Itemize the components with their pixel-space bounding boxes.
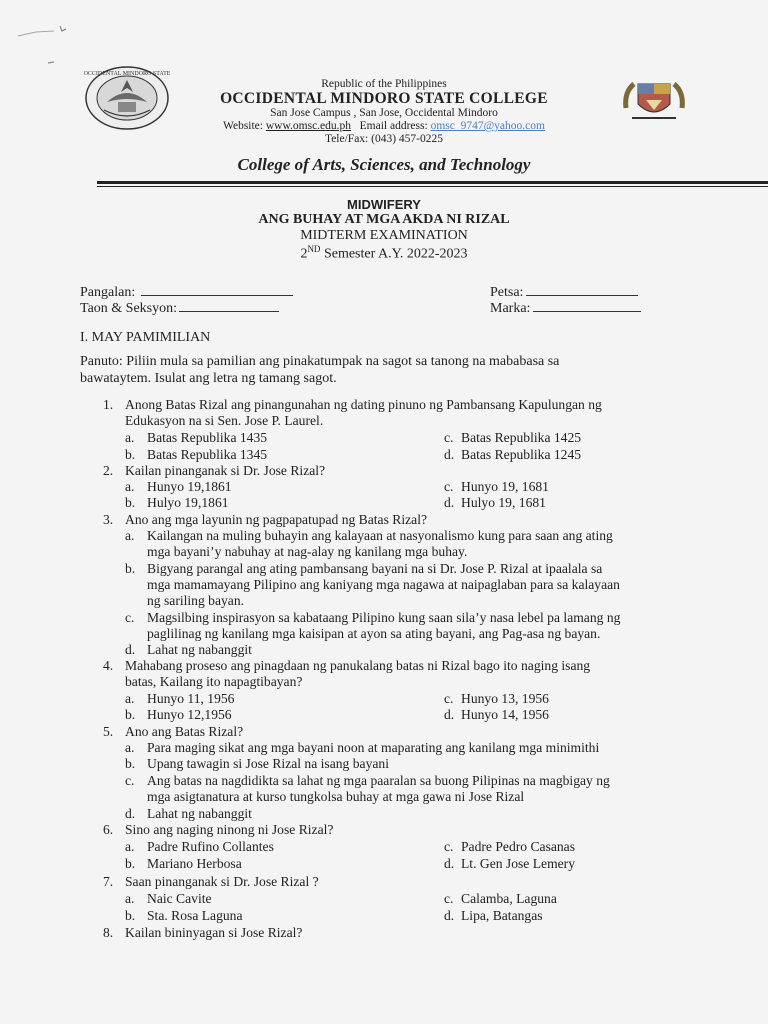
question-text: Anong Batas Rizal ang pinangunahan ng dating pinuno ng Pambansang Kapulungan ng <box>125 397 602 412</box>
choice-letter: d. <box>125 806 136 821</box>
question-number: 3. <box>103 512 114 527</box>
question-text: Ano ang Batas Rizal? <box>125 724 244 739</box>
question-number: 5. <box>103 724 114 739</box>
question-text: Edukasyon na si Sen. Jose P. Laurel. <box>125 413 324 428</box>
choice-text: mga asigtanatura at kurso tungkolsa buhay at mga gawa ni Jose Rizal <box>147 789 525 804</box>
semester-sup: ND <box>307 244 321 254</box>
header-rule-thin <box>97 186 768 187</box>
choice-text: Mariano Herbosa <box>147 856 242 871</box>
choice-text: Upang tawagin si Jose Rizal na isang bayani <box>147 756 389 771</box>
question-number: 4. <box>103 658 114 673</box>
choice-letter: c. <box>444 430 454 445</box>
choice-letter: c. <box>125 610 135 625</box>
year-section-field[interactable] <box>80 299 279 317</box>
choice-text: ng sariling bayan. <box>147 593 245 608</box>
choice-letter: b. <box>125 707 136 722</box>
question-number: 7. <box>103 874 114 889</box>
website-label: Website: <box>223 120 263 132</box>
choice-letter: a. <box>125 891 135 906</box>
question-text: Sino ang naging ninong ni Jose Rizal? <box>125 822 334 837</box>
program-title: MIDWIFERY <box>347 197 421 212</box>
choice-letter: b. <box>125 856 136 871</box>
choice-letter: a. <box>125 479 135 494</box>
choice-letter: a. <box>125 691 135 706</box>
school-name: OCCIDENTAL MINDORO STATE COLLEGE <box>220 90 548 107</box>
question-number: 6. <box>103 822 114 837</box>
choice-letter: d. <box>444 707 455 722</box>
choice-text: Batas Republika 1245 <box>461 447 582 462</box>
score-field[interactable] <box>490 299 641 317</box>
date-label: Petsa: <box>490 285 524 300</box>
choice-text: Hulyo 19, 1681 <box>461 495 546 510</box>
choice-letter: a. <box>125 839 135 854</box>
question-text: Mahabang proseso ang pinagdaan ng panukalang batas ni Rizal bago ito naging isang <box>125 658 591 673</box>
email-label: Email address: <box>359 120 428 132</box>
date-blank[interactable] <box>526 283 638 296</box>
question-text: Saan pinanganak si Dr. Jose Rizal ? <box>125 874 319 889</box>
choice-letter: c. <box>444 891 454 906</box>
question-text: Ano ang mga layunin ng pagpapatupad ng Batas Rizal? <box>125 512 428 527</box>
choice-letter: c. <box>444 839 454 854</box>
header-rule-thick <box>97 181 768 184</box>
choice-text: Calamba, Laguna <box>461 891 557 906</box>
choice-letter: b. <box>125 908 136 923</box>
email-link[interactable]: omsc_9747@yahoo.com <box>430 120 545 132</box>
choice-text: paglilinag ng kanilang mga kaisipan at ayon sa ating bayani, ang Pag-asa ng bayan. <box>147 626 601 641</box>
choice-letter: d. <box>444 856 455 871</box>
choice-text: Lipa, Batangas <box>461 908 543 923</box>
name-blank[interactable] <box>141 283 293 296</box>
choice-letter: c. <box>444 691 454 706</box>
instruction-line-1: Panuto: Piliin mula sa pamilian ang pinakatumpak na sagot sa tanong na mababasa sa <box>80 354 560 369</box>
choice-text: Hunyo 12,1956 <box>147 707 232 722</box>
choice-text: Kailangan na muling buhayin ang kalayaan at nasyonalismo kung para saan ang ating <box>147 528 613 543</box>
choice-text: Padre Rufino Collantes <box>147 839 274 854</box>
semester-rest: Semester A.Y. 2022-2023 <box>320 246 468 262</box>
choice-text: Magsilbing inspirasyon sa kabataang Pilipino kung saan sila’y nasa lebel pa lamang ng <box>147 610 621 625</box>
choice-text: Hunyo 11, 1956 <box>147 691 235 706</box>
question-text: batas, Kailang ito napagtibayan? <box>125 674 303 689</box>
choice-text: Para maging sikat ang mga bayani noon at maparating ang kanilang mga minimithi <box>147 740 600 755</box>
choice-text: Hunyo 14, 1956 <box>461 707 549 722</box>
choice-letter: a. <box>125 740 135 755</box>
choice-letter: b. <box>125 756 136 771</box>
choice-letter: a. <box>125 528 135 543</box>
instruction-line-2: bawataytem. Isulat ang letra ng tamang sagot. <box>80 371 337 386</box>
college-name: College of Arts, Sciences, and Technology <box>237 155 531 174</box>
choice-letter: d. <box>444 447 455 462</box>
score-blank[interactable] <box>533 299 641 312</box>
choice-text: Sta. Rosa Laguna <box>147 908 243 923</box>
choice-text: Hunyo 13, 1956 <box>461 691 549 706</box>
course-title: ANG BUHAY AT MGA AKDA NI RIZAL <box>258 212 510 227</box>
choice-text: Naic Cavite <box>147 891 212 906</box>
question-text: Kailan pinanganak si Dr. Jose Rizal? <box>125 463 326 478</box>
website-link[interactable]: www.omsc.edu.ph <box>265 120 352 132</box>
choice-letter: a. <box>125 430 135 445</box>
question-text: Kailan bininyagan si Jose Rizal? <box>125 925 303 940</box>
semester-line <box>0 244 768 263</box>
choice-text: Bigyang parangal ang ating pambansang bayani na si Dr. Jose P. Rizal at ipaalala sa <box>147 561 603 576</box>
choice-letter: d. <box>444 908 455 923</box>
choice-text: Batas Republika 1425 <box>461 430 582 445</box>
campus-line: San Jose Campus , San Jose, Occidental Mindoro <box>270 107 498 119</box>
choice-text: Lahat ng nabanggit <box>147 806 252 821</box>
choice-letter: c. <box>444 479 454 494</box>
telefax-line: Tele/Fax: (043) 457-0225 <box>324 133 443 145</box>
choice-letter: d. <box>444 495 455 510</box>
choice-text: Hunyo 19, 1681 <box>461 479 549 494</box>
exam-type: MIDTERM EXAMINATION <box>300 228 468 243</box>
choice-text: mga bayani’y nabuhay at nag-alay ng kanilang mga buhay. <box>147 544 468 559</box>
choice-text: Ang batas na nagdidikta sa lahat ng mga paaralan sa buong Pilipinas na magbigay ng <box>147 773 610 788</box>
choice-text: Batas Republika 1435 <box>147 430 268 445</box>
contact-line <box>0 120 768 132</box>
choice-text: Hunyo 19,1861 <box>147 479 232 494</box>
choice-text: Padre Pedro Casanas <box>461 839 576 854</box>
section-title: I. MAY PAMIMILIAN <box>80 330 211 345</box>
year-section-label: Taon & Seksyon: <box>80 301 178 316</box>
choice-text: Hulyo 19,1861 <box>147 495 229 510</box>
choice-text: Batas Republika 1345 <box>147 447 268 462</box>
year-section-blank[interactable] <box>179 299 279 312</box>
republic-line: Republic of the Philippines <box>321 78 447 90</box>
question-number: 8. <box>103 925 114 940</box>
choice-letter: b. <box>125 495 136 510</box>
choice-letter: d. <box>125 642 136 657</box>
choice-letter: c. <box>125 773 135 788</box>
choice-letter: b. <box>125 447 136 462</box>
choice-text: Lt. Gen Jose Lemery <box>461 856 576 871</box>
question-number: 1. <box>103 397 114 412</box>
semester-num: 2 <box>300 246 308 262</box>
name-label: Pangalan: <box>80 285 136 300</box>
question-number: 2. <box>103 463 114 478</box>
choice-text: Lahat ng nabanggit <box>147 642 252 657</box>
score-label: Marka: <box>490 301 531 316</box>
scan-mark <box>14 18 74 68</box>
svg-text:OCCIDENTAL MINDORO STATE: OCCIDENTAL MINDORO STATE <box>84 71 170 77</box>
choice-text: mga mamamayang Pilipino ang kaniyang mga nagawa at naipaglaban para sa kalayaan <box>147 577 620 592</box>
choice-letter: b. <box>125 561 136 576</box>
